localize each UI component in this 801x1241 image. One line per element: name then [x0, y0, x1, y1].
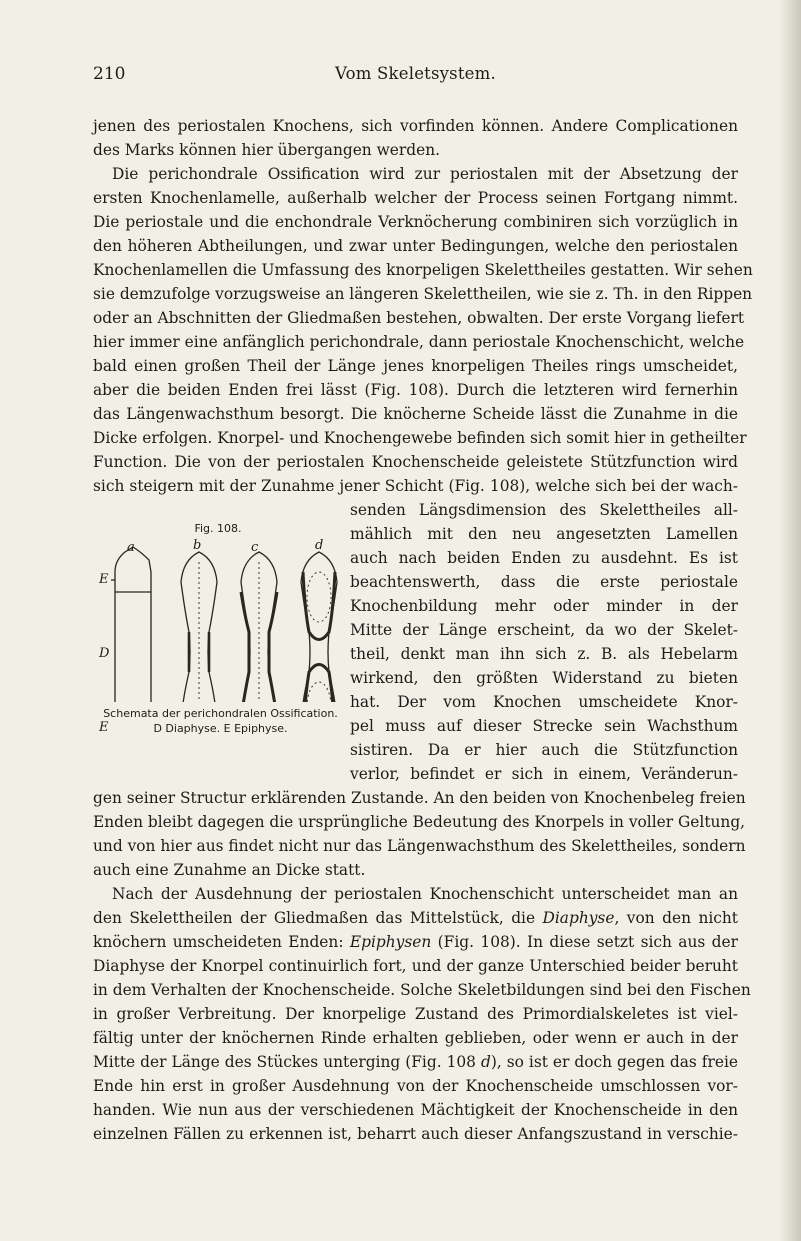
text-line: hat. Der vom Knochen umscheidete Knor- — [350, 693, 738, 711]
label-b: b — [193, 538, 202, 553]
label-a: a — [127, 540, 135, 555]
text-line: pel muss auf dieser Strecke sein Wachsthum — [350, 717, 738, 735]
text-line: Knochenlamellen die Umfassung des knorpeligen Skelettheiles gestatten. Wir sehen — [93, 261, 753, 279]
text-line: Knochenbildung mehr oder minder in der — [350, 597, 738, 615]
text-line: mählich mit den neu angesetzten Lamellen — [350, 525, 738, 543]
text-line: den höheren Abtheilungen, und zwar unter Bedingungen, welche den periostalen — [93, 237, 738, 255]
text-line: einzelnen Fällen zu erkennen ist, beharrt auch dieser Anfangszustand in verschie- — [93, 1125, 738, 1143]
page-edge-shadow — [779, 0, 801, 1241]
figure-title: Fig. 108. — [194, 522, 242, 535]
term-epiphysen: Epiphysen — [349, 933, 432, 951]
page-header — [93, 64, 738, 90]
text-line: Nach der Ausdehnung der periostalen Knochenschicht unterscheidet man an — [112, 885, 738, 903]
text-line: Mitte der Länge erscheint, da wo der Skelet- — [350, 621, 738, 639]
text-line: den Skelettheilen der Gliedmaßen das Mittelstück, die Diaphyse, von den nicht — [93, 909, 738, 927]
text-line: Die perichondrale Ossification wird zur periostalen mit der Absetzung der — [112, 165, 738, 183]
text-line: hier immer eine anfänglich perichondrale, dann periostale Knochenschicht, welche — [93, 333, 745, 351]
text-line: wirkend, den größten Widerstand zu bieten — [350, 669, 738, 687]
label-epiphyse-top: E — [99, 572, 109, 587]
text-line: jenen des periostalen Knochens, sich vorfinden können. Andere Complicationen — [93, 117, 738, 135]
text-line: in großer Verbreitung. Der knorpelige Zustand des Primordialskeletes ist viel- — [93, 1005, 738, 1023]
text-line: Mitte der Länge des Stückes unterging (Fig. 108 d), so ist er doch gegen das freie — [93, 1053, 738, 1071]
text-line: aber die beiden Enden frei lässt (Fig. 108). Durch die letzteren wird fernerhin — [93, 381, 738, 399]
text-line: in dem Verhalten der Knochenscheide. Solche Skeletbildungen sind bei den Fischen — [93, 981, 751, 999]
schema-c — [241, 552, 277, 702]
text-line: bald einen großen Theil der Länge jenes knorpeligen Theiles rings umscheidet, — [93, 357, 738, 375]
figure-caption-legend: D Diaphyse. E Epiphyse. — [153, 722, 288, 735]
text-line: Dicke erfolgen. Knorpel- und Knochengewebe befinden sich somit hier in getheilter — [93, 429, 747, 447]
text-line: Enden bleibt dagegen die ursprüngliche Bedeutung des Knorpels in voller Geltung, — [93, 813, 746, 831]
text-line: Function. Die von der periostalen Knochenscheide geleistete Stützfunction wird — [93, 453, 738, 471]
text-line: ersten Knochenlamelle, außerhalb welcher der Process seinen Fortgang nimmt. — [93, 189, 738, 207]
text-line: sistiren. Da er hier auch die Stützfunction — [350, 741, 738, 759]
schema-b — [181, 552, 217, 702]
text-line: Die periostale und die enchondrale Verknöcherung combiniren sich vorzüglich in — [93, 213, 738, 231]
text-line: Ende hin erst in großer Ausdehnung von der Knochenscheide umschlossen vor- — [93, 1077, 738, 1095]
figure-caption: Schemata der perichondralen Ossification. — [103, 707, 338, 720]
text-line: beachtenswerth, dass die erste periostale — [350, 573, 738, 591]
text-line: Diaphyse der Knorpel continuirlich fort, und der ganze Unterschied beider beruht — [93, 957, 738, 975]
text-line: auch eine Zunahme an Dicke statt. — [93, 861, 366, 879]
text-line: sich steigern mit der Zunahme jener Schicht (Fig. 108), welche sich bei der wach- — [93, 477, 738, 495]
text-line: oder an Abschnitten der Gliedmaßen bestehen, obwalten. Der erste Vorgang liefert — [93, 309, 745, 327]
text-line: des Marks können hier übergangen werden. — [93, 141, 441, 159]
label-c: c — [251, 540, 259, 555]
label-epiphyse-bottom: E — [99, 720, 109, 735]
text-line: das Längenwachsthum besorgt. Die knöcherne Scheide lässt die Zunahme in die — [93, 405, 738, 423]
text-line: fältig unter der knöchernen Rinde erhalten geblieben, oder wenn er auch in der — [93, 1029, 738, 1047]
figure-108 — [93, 522, 343, 762]
schema-a — [111, 547, 151, 702]
text-line: knöchern umscheideten Enden: Epiphysen (Fig. 108). In diese setzt sich aus der — [93, 933, 738, 951]
label-diaphyse: D — [99, 646, 110, 661]
page-number: 210 — [93, 64, 126, 84]
label-d: d — [315, 538, 324, 553]
schema-d — [301, 552, 337, 702]
text-line: handen. Wie nun aus der verschiedenen Mächtigkeit der Knochenscheide in den — [93, 1101, 738, 1119]
text-line: verlor, befindet er sich in einem, Veränderun- — [350, 765, 738, 783]
text-line: senden Längsdimension des Skelettheiles all- — [350, 501, 738, 519]
running-title: Vom Skeletsystem. — [335, 64, 496, 83]
text-line: auch nach beiden Enden zu ausdehnt. Es ist — [350, 549, 738, 567]
text-line: und von hier aus findet nicht nur das Längenwachsthum des Skelettheiles, sondern — [93, 837, 746, 855]
term-diaphyse: Diaphyse — [542, 909, 615, 927]
text-line: sie demzufolge vorzugsweise an längeren Skelettheilen, wie sie z. Th. in den Rippen — [93, 285, 753, 303]
text-line: theil, denkt man ihn sich z. B. als Hebelarm — [350, 645, 738, 663]
text-line: gen seiner Structur erklärenden Zustande. An den beiden von Knochenbeleg freien — [93, 789, 746, 807]
figure-ref-d: d — [480, 1053, 491, 1071]
